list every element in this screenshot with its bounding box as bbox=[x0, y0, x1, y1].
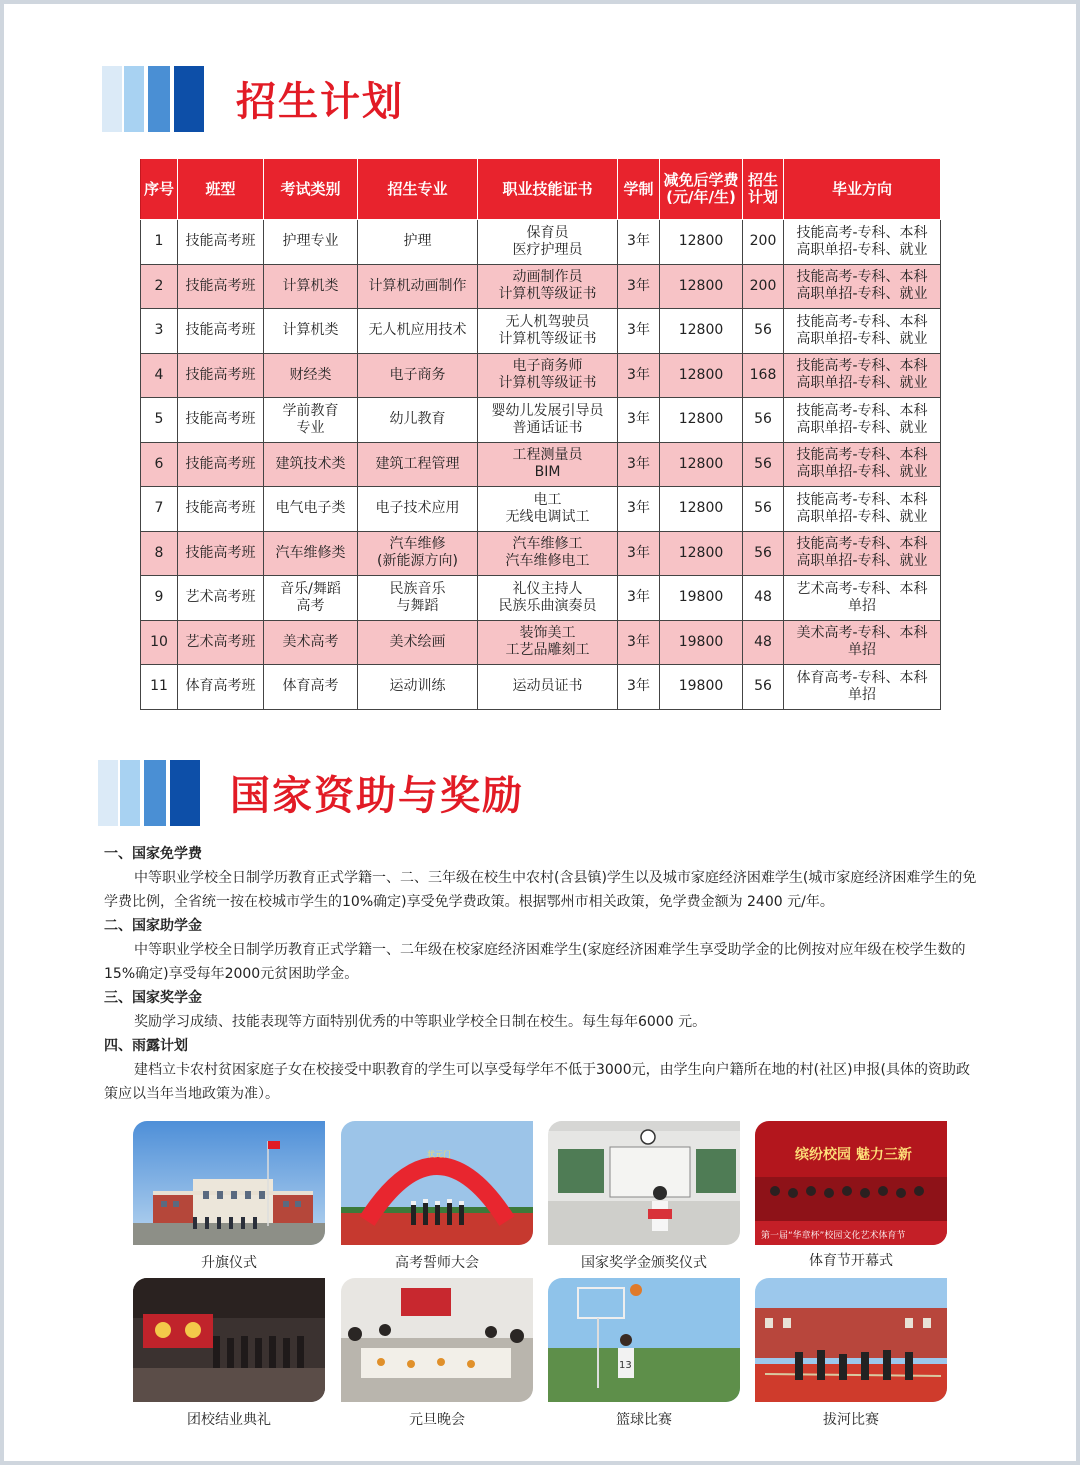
table-cell: 12800 bbox=[660, 531, 743, 576]
table-row bbox=[141, 576, 941, 621]
table-header-cell: 招生 计划 bbox=[743, 159, 784, 220]
table-cell: 技能高考班 bbox=[178, 487, 264, 532]
table-cell: 48 bbox=[743, 576, 784, 621]
photo-caption: 高考誓师大会 bbox=[395, 1255, 479, 1271]
photo-caption: 篮球比赛 bbox=[616, 1412, 672, 1428]
enrollment-plan-table bbox=[140, 158, 941, 710]
photo-exam-rally bbox=[341, 1121, 533, 1245]
table-row bbox=[141, 353, 941, 398]
table-cell: 56 bbox=[743, 398, 784, 443]
section-title-aid: 国家资助与奖励 bbox=[230, 773, 524, 819]
policy-item bbox=[104, 842, 980, 914]
table-cell: 技能高考-专科、本科 高职单招-专科、就业 bbox=[784, 264, 941, 309]
table-cell: 6 bbox=[141, 442, 178, 487]
policy-item bbox=[104, 914, 980, 986]
table-cell: 12800 bbox=[660, 487, 743, 532]
table-cell: 3年 bbox=[618, 487, 660, 532]
table-cell: 民族音乐 与舞蹈 bbox=[358, 576, 478, 621]
table-cell: 3年 bbox=[618, 220, 660, 265]
policy-heading: 三、国家奖学金 bbox=[104, 990, 202, 1006]
table-header-cell: 学制 bbox=[618, 159, 660, 220]
table-header-cell: 考试类别 bbox=[264, 159, 358, 220]
table-cell: 建筑技术类 bbox=[264, 442, 358, 487]
table-cell: 技能高考-专科、本科 高职单招-专科、就业 bbox=[784, 220, 941, 265]
table-cell: 运动训练 bbox=[358, 665, 478, 710]
table-cell: 3年 bbox=[618, 576, 660, 621]
table-cell: 艺术高考班 bbox=[178, 576, 264, 621]
table-cell: 12800 bbox=[660, 309, 743, 354]
table-cell: 19800 bbox=[660, 620, 743, 665]
table-cell: 技能高考-专科、本科 高职单招-专科、就业 bbox=[784, 353, 941, 398]
table-cell: 技能高考班 bbox=[178, 309, 264, 354]
table-row bbox=[141, 398, 941, 443]
table-cell: 3年 bbox=[618, 353, 660, 398]
table-cell: 技能高考班 bbox=[178, 531, 264, 576]
policy-body: 中等职业学校全日制学历教育正式学籍一、二、三年级在校生中农村(含县镇)学生以及城市家庭经济困难学生(城市家庭经济困难学生的免学费比例，全省统一按在校城市学生的10%确定)享受免学费政策。根据鄂州市相关政策，免学费金额为 2400 元/年。 bbox=[104, 870, 977, 910]
table-cell: 美术绘画 bbox=[358, 620, 478, 665]
table-row bbox=[141, 220, 941, 265]
table-cell: 婴幼儿发展引导员 普通话证书 bbox=[478, 398, 618, 443]
table-cell: 动画制作员 计算机等级证书 bbox=[478, 264, 618, 309]
table-cell: 56 bbox=[743, 531, 784, 576]
table-cell: 2 bbox=[141, 264, 178, 309]
table-row bbox=[141, 264, 941, 309]
table-cell: 体育高考-专科、本科 单招 bbox=[784, 665, 941, 710]
photo-caption: 拔河比赛 bbox=[823, 1412, 879, 1428]
policy-heading: 二、国家助学金 bbox=[104, 918, 202, 934]
table-cell: 汽车维修 (新能源方向) bbox=[358, 531, 478, 576]
table-cell: 电工 无线电调试工 bbox=[478, 487, 618, 532]
table-cell: 体育高考班 bbox=[178, 665, 264, 710]
photo-new-year-party bbox=[341, 1278, 533, 1402]
table-header-cell: 序号 bbox=[141, 159, 178, 220]
table-cell: 保育员 医疗护理员 bbox=[478, 220, 618, 265]
arch-text: 状元门 bbox=[427, 1150, 451, 1159]
table-cell: 19800 bbox=[660, 665, 743, 710]
table-cell: 计算机类 bbox=[264, 264, 358, 309]
policy-item bbox=[104, 1034, 980, 1106]
photo-caption: 国家奖学金颁奖仪式 bbox=[581, 1255, 707, 1271]
table-cell: 10 bbox=[141, 620, 178, 665]
table-cell: 美术高考 bbox=[264, 620, 358, 665]
table-cell: 3年 bbox=[618, 442, 660, 487]
table-row bbox=[141, 620, 941, 665]
table-header-cell: 职业技能证书 bbox=[478, 159, 618, 220]
table-cell: 艺术高考-专科、本科 单招 bbox=[784, 576, 941, 621]
table-cell: 4 bbox=[141, 353, 178, 398]
table-header-cell: 招生专业 bbox=[358, 159, 478, 220]
table-cell: 12800 bbox=[660, 442, 743, 487]
photo-flag-raising bbox=[133, 1121, 325, 1245]
table-cell: 3年 bbox=[618, 531, 660, 576]
table-cell: 无人机驾驶员 计算机等级证书 bbox=[478, 309, 618, 354]
photo-caption: 元旦晚会 bbox=[409, 1412, 465, 1428]
table-header-cell: 毕业方向 bbox=[784, 159, 941, 220]
table-header-cell: 减免后学费 (元/年/生) bbox=[660, 159, 743, 220]
stage-banner-text: 缤纷校园 魅力三新 bbox=[795, 1147, 912, 1163]
photo-league-graduation bbox=[133, 1278, 325, 1402]
table-cell: 技能高考-专科、本科 高职单招-专科、就业 bbox=[784, 309, 941, 354]
table-cell: 19800 bbox=[660, 576, 743, 621]
section-header-aid bbox=[98, 760, 578, 826]
table-cell: 汽车维修类 bbox=[264, 531, 358, 576]
table-row bbox=[141, 665, 941, 710]
table-cell: 3年 bbox=[618, 309, 660, 354]
table-cell: 技能高考-专科、本科 高职单招-专科、就业 bbox=[784, 487, 941, 532]
photo-caption: 团校结业典礼 bbox=[187, 1412, 271, 1428]
table-cell: 护理 bbox=[358, 220, 478, 265]
table-cell: 12800 bbox=[660, 398, 743, 443]
table-cell: 8 bbox=[141, 531, 178, 576]
table-cell: 体育高考 bbox=[264, 665, 358, 710]
table-cell: 56 bbox=[743, 487, 784, 532]
table-row bbox=[141, 487, 941, 532]
table-cell: 200 bbox=[743, 264, 784, 309]
table-header-cell: 班型 bbox=[178, 159, 264, 220]
table-cell: 9 bbox=[141, 576, 178, 621]
table-cell: 11 bbox=[141, 665, 178, 710]
policy-heading: 四、雨露计划 bbox=[104, 1038, 188, 1054]
stage-footer-text: 第一届“华章杯”校园文化艺术体育节 bbox=[761, 1231, 906, 1241]
table-cell: 168 bbox=[743, 353, 784, 398]
photo-tug-of-war bbox=[755, 1278, 947, 1402]
policy-body: 奖励学习成绩、技能表现等方面特别优秀的中等职业学校全日制在校生。每生每年6000 元。 bbox=[134, 1014, 707, 1030]
table-cell: 电子商务师 计算机等级证书 bbox=[478, 353, 618, 398]
photo-scholarship-ceremony bbox=[548, 1121, 740, 1245]
table-cell: 技能高考班 bbox=[178, 442, 264, 487]
photo-basketball-game bbox=[548, 1278, 740, 1402]
table-cell: 56 bbox=[743, 309, 784, 354]
photo-caption: 体育节开幕式 bbox=[809, 1253, 893, 1269]
table-row bbox=[141, 531, 941, 576]
aid-policy-text bbox=[104, 842, 980, 1106]
table-header-row bbox=[141, 159, 941, 220]
table-cell: 汽车维修工 汽车维修电工 bbox=[478, 531, 618, 576]
table-cell: 美术高考-专科、本科 单招 bbox=[784, 620, 941, 665]
table-cell: 12800 bbox=[660, 220, 743, 265]
table-cell: 12800 bbox=[660, 353, 743, 398]
table-cell: 3年 bbox=[618, 665, 660, 710]
policy-heading: 一、国家免学费 bbox=[104, 846, 202, 862]
table-cell: 1 bbox=[141, 220, 178, 265]
table-cell: 56 bbox=[743, 665, 784, 710]
table-cell: 装饰美工 工艺品雕刻工 bbox=[478, 620, 618, 665]
section-title-enrollment: 招生计划 bbox=[236, 79, 404, 125]
table-cell: 3年 bbox=[618, 398, 660, 443]
table-cell: 3年 bbox=[618, 264, 660, 309]
table-cell: 技能高考-专科、本科 高职单招-专科、就业 bbox=[784, 531, 941, 576]
table-cell: 电子技术应用 bbox=[358, 487, 478, 532]
table-cell: 艺术高考班 bbox=[178, 620, 264, 665]
table-cell: 5 bbox=[141, 398, 178, 443]
table-cell: 7 bbox=[141, 487, 178, 532]
section-header-enrollment bbox=[98, 66, 438, 132]
table-cell: 技能高考-专科、本科 高职单招-专科、就业 bbox=[784, 442, 941, 487]
table-cell: 电气电子类 bbox=[264, 487, 358, 532]
table-cell: 3 bbox=[141, 309, 178, 354]
photo-sports-festival-opening bbox=[755, 1121, 947, 1245]
table-cell: 无人机应用技术 bbox=[358, 309, 478, 354]
table-cell: 护理专业 bbox=[264, 220, 358, 265]
table-cell: 电子商务 bbox=[358, 353, 478, 398]
table-cell: 音乐/舞蹈 高考 bbox=[264, 576, 358, 621]
table-cell: 3年 bbox=[618, 620, 660, 665]
table-cell: 礼仪主持人 民族乐曲演奏员 bbox=[478, 576, 618, 621]
policy-body: 中等职业学校全日制学历教育正式学籍一、二年级在校家庭经济困难学生(家庭经济困难学生享受助学金的比例按对应年级在校学生数的15%确定)享受每年2000元贫困助学金。 bbox=[104, 942, 966, 982]
table-cell: 计算机类 bbox=[264, 309, 358, 354]
table-cell: 12800 bbox=[660, 264, 743, 309]
table-row bbox=[141, 309, 941, 354]
policy-body: 建档立卡农村贫困家庭子女在校接受中职教育的学生可以享受每学年不低于3000元，由学生向户籍所在地的村(社区)申报(具体的资助政策应以当年当地政策为准）。 bbox=[104, 1062, 971, 1102]
jersey-number: 13 bbox=[619, 1360, 632, 1371]
table-cell: 财经类 bbox=[264, 353, 358, 398]
table-cell: 计算机动画制作 bbox=[358, 264, 478, 309]
table-cell: 学前教育 专业 bbox=[264, 398, 358, 443]
table-cell: 工程测量员 BIM bbox=[478, 442, 618, 487]
table-cell: 48 bbox=[743, 620, 784, 665]
photo-caption: 升旗仪式 bbox=[201, 1255, 257, 1271]
table-row bbox=[141, 442, 941, 487]
table-cell: 技能高考班 bbox=[178, 220, 264, 265]
table-cell: 56 bbox=[743, 442, 784, 487]
policy-item bbox=[104, 986, 980, 1034]
table-cell: 运动员证书 bbox=[478, 665, 618, 710]
table-cell: 技能高考班 bbox=[178, 353, 264, 398]
table-cell: 幼儿教育 bbox=[358, 398, 478, 443]
table-cell: 技能高考-专科、本科 高职单招-专科、就业 bbox=[784, 398, 941, 443]
table-cell: 建筑工程管理 bbox=[358, 442, 478, 487]
table-cell: 技能高考班 bbox=[178, 398, 264, 443]
table-cell: 200 bbox=[743, 220, 784, 265]
table-cell: 技能高考班 bbox=[178, 264, 264, 309]
